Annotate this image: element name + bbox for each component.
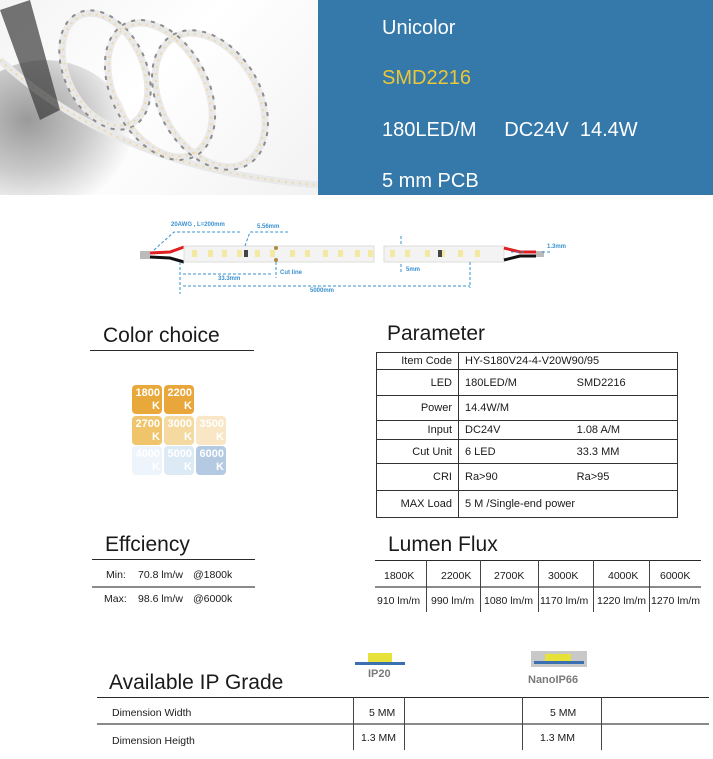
param-value: HY-S180V24-4-V20W90/95 [459, 353, 678, 370]
led-pitch-label: 5.56mm [257, 224, 280, 230]
param-key: CRI [377, 464, 459, 491]
param-key: MAX Load [377, 491, 459, 518]
param-row-max-load [377, 491, 678, 518]
param-key: LED [377, 370, 459, 396]
param-key: Input [377, 421, 459, 440]
lumen-value-2200k: 990 lm/m [431, 595, 475, 607]
parameter-title: Parameter [387, 322, 486, 345]
param-value-secondary: SMD2216 [571, 370, 678, 396]
efficiency-min-cct: @1800k [193, 569, 233, 581]
total-length-label: 5000mm [310, 288, 335, 294]
param-key: Power [377, 396, 459, 421]
led-density-voltage-power: 180LED/M DC24V 14.4W [382, 119, 638, 141]
led-chip-model: SMD2216 [382, 67, 471, 89]
col-divider [538, 560, 539, 612]
lumen-header-3000k: 3000K [548, 570, 579, 582]
color-choice-title: Color choice [103, 324, 220, 347]
swatch-5000k: 5000 K [164, 446, 194, 475]
product-type: Unicolor [382, 17, 456, 39]
param-row-power [377, 396, 678, 421]
ip20-label: IP20 [368, 668, 391, 680]
col-divider [601, 697, 602, 750]
col-divider [522, 697, 523, 750]
ip20-profile-icon [355, 653, 407, 665]
lumen-value-3000k: 1170 lm/m [540, 595, 589, 607]
wire-spec-label: 20AWG , L=200mm [171, 222, 225, 228]
cut-line-label: Cut line [280, 270, 302, 276]
swatch-3000k: 3000 K [164, 416, 194, 445]
efficiency-max-label: Max: [104, 593, 127, 605]
param-row-cri [377, 464, 678, 491]
lumen-header-4000k: 4000K [608, 570, 639, 582]
col-divider [593, 560, 594, 612]
efficiency-divider [92, 586, 255, 588]
swatch-6000k: 6000 K [196, 446, 226, 475]
lumen-header-2700k: 2700K [494, 570, 525, 582]
efficiency-title: Effciency [105, 533, 190, 556]
lumen-value-4000k: 1220 lm/m [597, 595, 647, 607]
lumen-header-6000k: 6000K [660, 570, 691, 582]
efficiency-max-cct: @6000k [193, 593, 233, 605]
ip20-height-value: 1.3 MM [361, 732, 397, 744]
col-divider [649, 560, 650, 612]
ip-row-label-width: Dimension Width [112, 707, 192, 719]
param-value: Ra>90 [459, 464, 571, 491]
param-value: 14.4W/M [459, 396, 678, 421]
lumen-value-6000k: 1270 lm/m [651, 595, 701, 607]
lumen-header-1800k: 1800K [384, 570, 415, 582]
parameter-table [376, 352, 678, 518]
color-choice-underline [90, 350, 254, 351]
param-row-input [377, 421, 678, 440]
efficiency-min-label: Min: [106, 569, 126, 581]
col-divider [426, 560, 427, 612]
efficiency-underline [92, 559, 255, 560]
ip-grade-title: Available IP Grade [109, 671, 284, 694]
param-value-secondary: 33.3 MM [571, 440, 678, 464]
pcb-width: 5 mm PCB [382, 170, 479, 192]
nanoip66-label: NanoIP66 [528, 674, 579, 686]
swatch-2700k: 2700 K [132, 416, 162, 445]
col-divider [480, 560, 481, 612]
strip-thickness-label: 1.3mm [547, 244, 567, 250]
lumen-value-1800k: 910 lm/m [377, 595, 421, 607]
nanoip66-profile-icon [531, 651, 587, 667]
ip20-width-value: 5 MM [369, 707, 396, 719]
param-value: 180LED/M [459, 370, 571, 396]
param-key: Cut Unit [377, 440, 459, 464]
param-value: DC24V [459, 421, 571, 440]
param-row-led [377, 370, 678, 396]
efficiency-max-value: 98.6 lm/w [138, 593, 183, 605]
cut-length-label: 33.3mm [218, 276, 241, 282]
led-strip-coil-illustration [0, 0, 318, 195]
product-summary-panel [318, 0, 713, 195]
swatch-4000k: 4000 K [132, 446, 162, 475]
strip-width-label: 5mm [406, 267, 421, 273]
ip-table-divider [97, 723, 709, 725]
dimension-diagram [140, 212, 580, 302]
param-row-item-code [377, 353, 678, 370]
swatch-3500k: 3500 K [196, 416, 226, 445]
param-key: Item Code [377, 353, 459, 370]
col-divider [353, 697, 354, 750]
lumen-flux-title: Lumen Flux [388, 533, 498, 556]
param-row-cut-unit [377, 440, 678, 464]
swatch-2200k: 2200 K [164, 385, 194, 414]
lumen-header-2200k: 2200K [441, 570, 472, 582]
col-divider [404, 697, 405, 750]
param-value-secondary: Ra>95 [571, 464, 678, 491]
efficiency-min-value: 70.8 lm/w [138, 569, 183, 581]
param-value: 6 LED [459, 440, 571, 464]
nanoip66-height-value: 1.3 MM [540, 732, 576, 744]
param-value-secondary: 1.08 A/M [571, 421, 678, 440]
ip-row-label-height: Dimension Heigth [112, 735, 195, 747]
ip-table-top-line [97, 697, 709, 698]
led-strip-photo [0, 0, 318, 195]
lumen-value-2700k: 1080 lm/m [484, 595, 534, 607]
swatch-1800k: 1800 K [132, 385, 162, 414]
param-value: 5 M /Single-end power [459, 491, 678, 518]
nanoip66-width-value: 5 MM [550, 707, 577, 719]
